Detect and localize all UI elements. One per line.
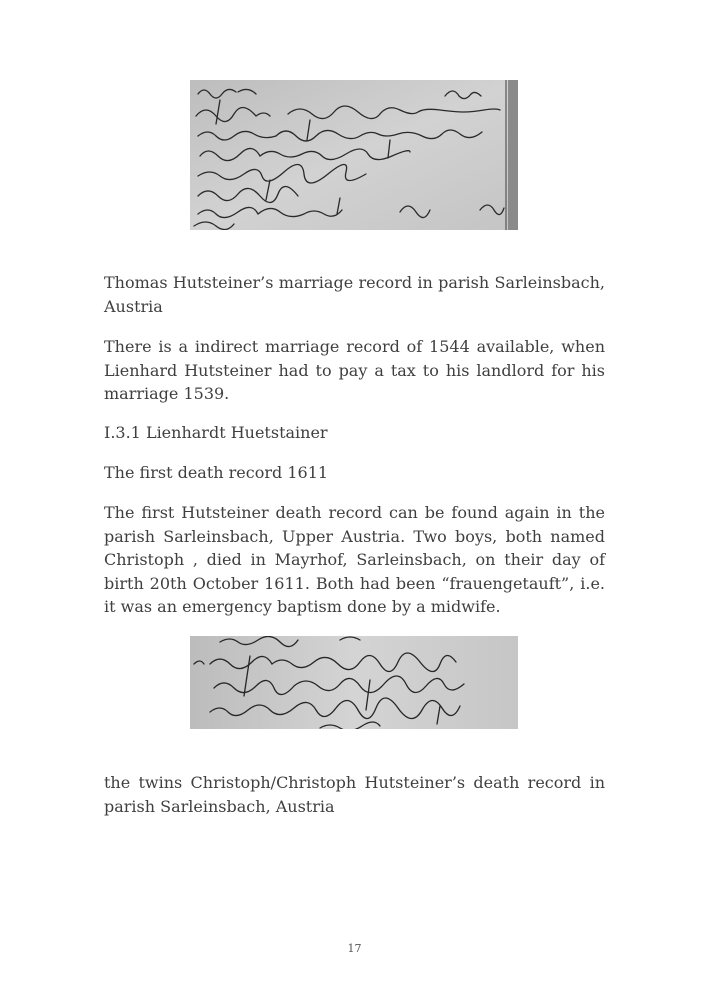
subsection-heading: The first death record 1611 — [104, 463, 329, 482]
page-number: 17 — [347, 942, 362, 955]
marriage-record-caption: Thomas Hutsteiner’s marriage record in parish Sarleinsbach, Austria — [104, 273, 605, 316]
marriage-record-scan-image — [190, 80, 518, 230]
section-heading: I.3.1 Lienhardt Huetstainer — [104, 423, 328, 442]
death-record-scan-image — [190, 636, 518, 729]
death-record-paragraph: The first Hutsteiner death record can be found again in the parish Sarleinsbach, Upper Austria. Two boys, both named Christoph , died in Mayrhof, Sarleinsbach, on their day of birth 20th October 1611. Both had been “frauengetauft”, i.e. it was an emergency baptism done by a midwife. — [104, 503, 605, 616]
marriage-1544-paragraph: There is a indirect marriage record of 1544 available, when Lienhard Hutsteiner had to pay a tax to his landlord for his marriage 1539. — [104, 337, 605, 403]
death-record-caption: the twins Christoph/Christoph Hutsteiner’s death record in parish Sarleinsbach, Austria — [104, 773, 605, 816]
